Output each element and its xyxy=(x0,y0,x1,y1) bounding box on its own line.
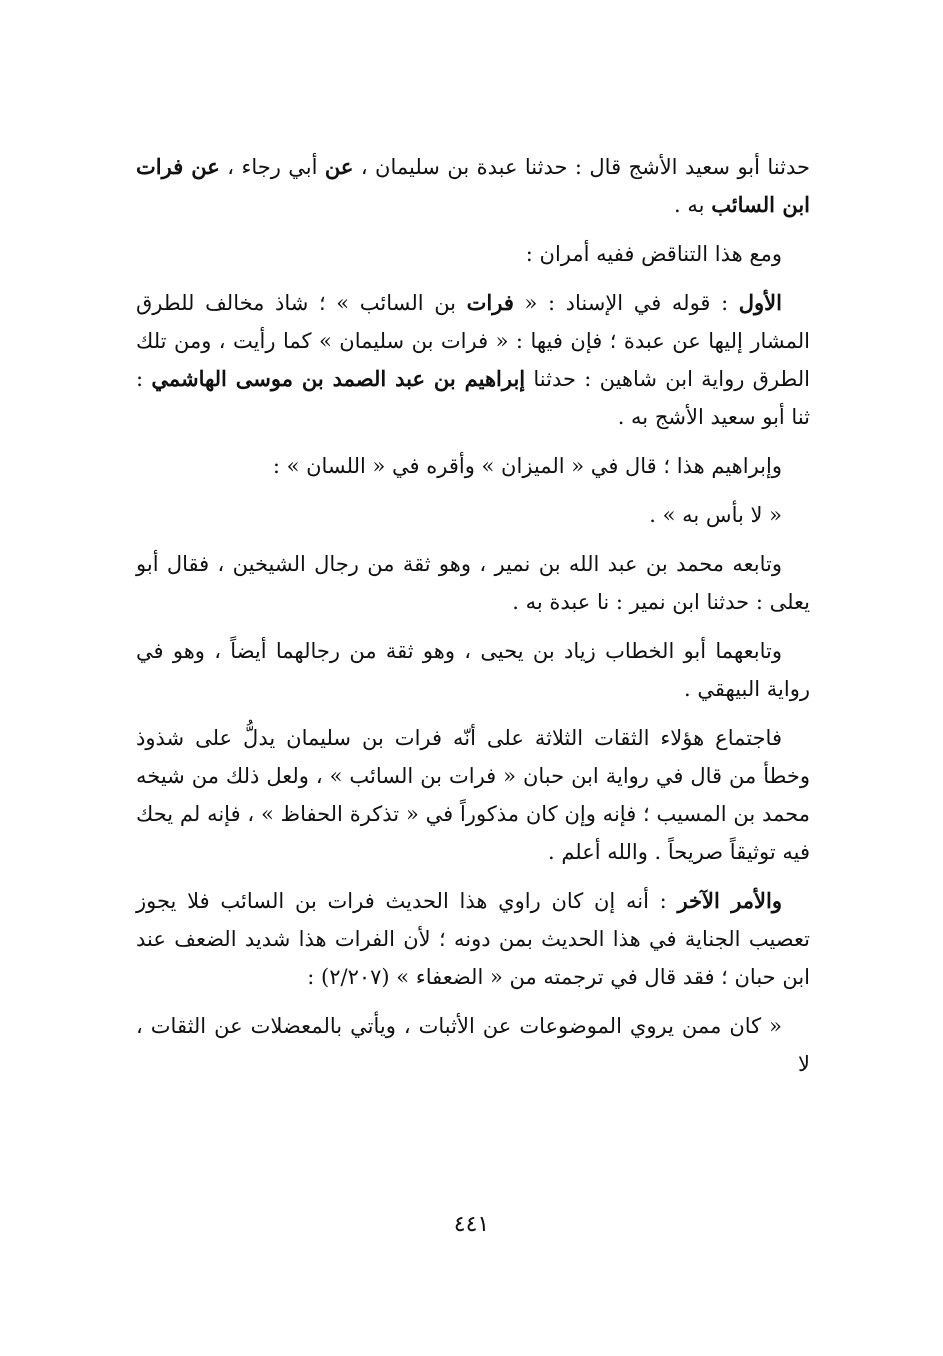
bold-text-segment: عن xyxy=(324,154,354,179)
text-segment: « كان ممن يروي الموضوعات عن الأثبات ، ويأتي بالمعضلات عن الثقات ، لا xyxy=(136,1014,810,1076)
paragraph xyxy=(136,447,810,485)
paragraph xyxy=(136,882,810,996)
paragraph xyxy=(136,719,810,871)
text-segment: به . xyxy=(674,193,712,217)
paragraph xyxy=(136,148,810,224)
paragraph xyxy=(136,545,810,621)
bold-text-segment: إبراهيم بن عبد الصمد بن موسى الهاشمي xyxy=(151,366,526,391)
page-number: ٤٤١ xyxy=(453,1212,490,1237)
paragraph xyxy=(136,235,810,273)
text-segment: وإبراهيم هذا ؛ قال في « الميزان » وأقره في « اللسان » : xyxy=(272,454,782,478)
text-segment: فاجتماع هؤلاء الثقات الثلاثة على أنّه فرات بن سليمان يدلُّ على شذوذ وخطأ من قال في رواية ابن حبان « فرات بن السائب » ، ولعل ذلك من شيخه محمد بن المسيب ؛ فإنه وإن كان مذكوراً في « تذكرة الحفاظ » ، فإنه لم يحك فيه توثيقاً صريحاً . والله أعلم . xyxy=(136,726,810,864)
bold-text-segment: عن فرات ابن السائب xyxy=(136,154,810,217)
paragraph xyxy=(136,496,810,534)
bold-text-segment: الأول xyxy=(738,290,782,315)
bold-text-segment: والأمر الآخر xyxy=(677,888,782,913)
page-body-text xyxy=(136,148,810,1094)
text-segment: : أنه إن كان راوي هذا الحديث فرات بن السائب فلا يجوز تعصيب الجناية في هذا الحديث بمن دونه ؛ لأن الفرات هذا شديد الضعف عند ابن حبان ؛ فقد قال في ترجمته من « الضعفاء » (٢/٢٠٧) : xyxy=(136,889,810,989)
text-segment: حدثنا أبو سعيد الأشج قال : حدثنا عبدة بن سليمان ، xyxy=(353,155,810,179)
text-segment: أبي رجاء ، xyxy=(219,155,325,179)
text-segment: بن السائب » ؛ شاذ مخالف للطرق المشار إليها عن عبدة ؛ فإن فيها : « فرات بن سليمان » كما رأيت ، ومن تلك الطرق رواية ابن شاهين : حدثنا xyxy=(136,291,810,391)
text-segment: وتابعهما أبو الخطاب زياد بن يحيى ، وهو ثقة من رجالهما أيضاً ، وهو في رواية البيهقي . xyxy=(136,639,810,701)
paragraph xyxy=(136,1007,810,1083)
bold-text-segment: فرات xyxy=(466,290,514,315)
text-segment: ومع هذا التناقض ففيه أمران : xyxy=(525,242,782,266)
text-segment: : قوله في الإسناد : « xyxy=(513,291,739,315)
text-segment: « لا بأس به » . xyxy=(649,503,782,527)
text-segment: : ثنا أبو سعيد الأشج به . xyxy=(136,367,810,429)
text-segment: وتابعه محمد بن عبد الله بن نمير ، وهو ثقة من رجال الشيخين ، فقال أبو يعلى : حدثنا ابن نمير : نا عبدة به . xyxy=(136,552,810,614)
paragraph xyxy=(136,632,810,708)
paragraph xyxy=(136,284,810,436)
